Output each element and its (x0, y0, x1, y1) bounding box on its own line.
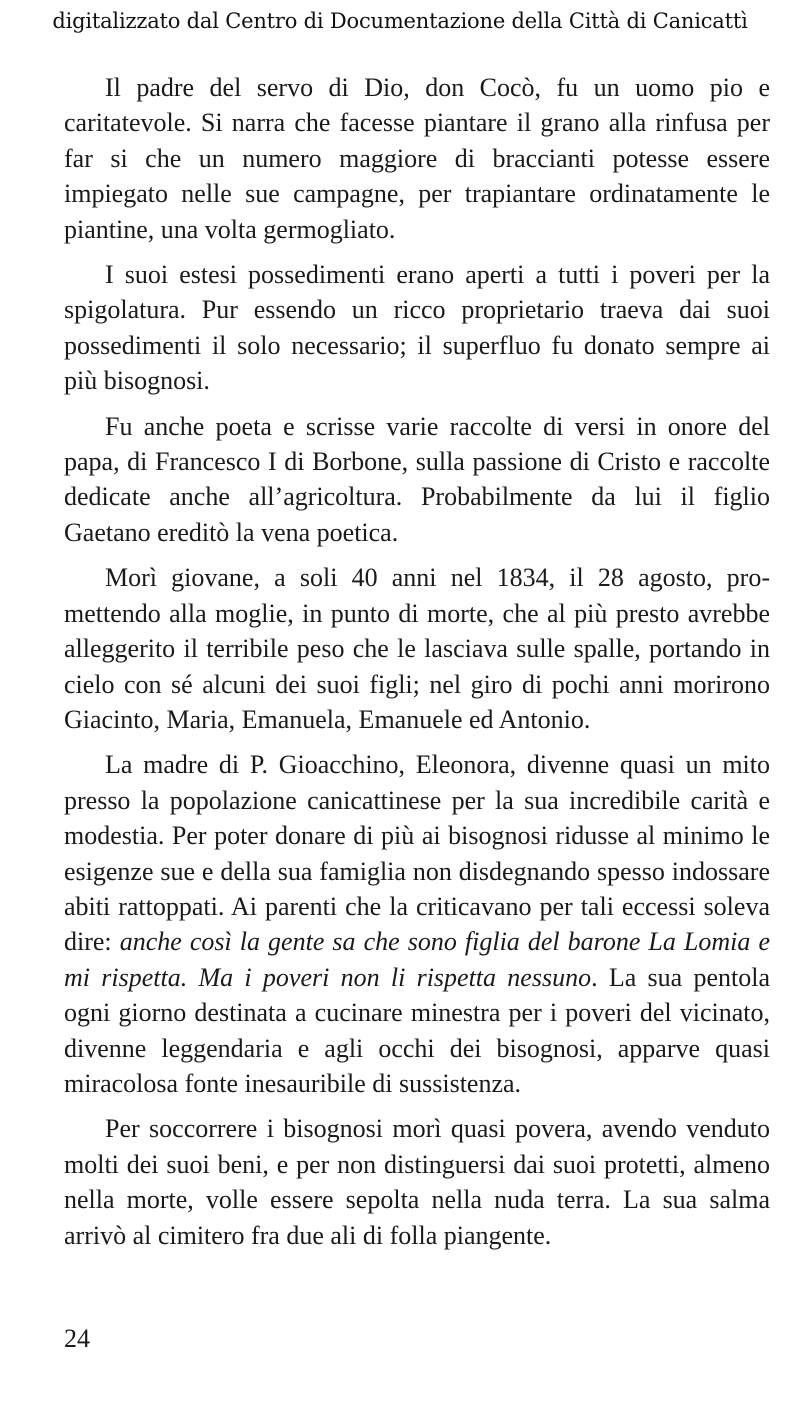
paragraph-1: Il padre del servo di Dio, don Cocò, fu un uomo pio e caritatevole. Si narra che facesse piantare il grano alla rinfusa per far si che un numero maggiore di braccianti potesse essere impiegato nelle sue campagne, per trapiantare ordinatamente le piantine, una volta germogliato. (64, 73, 770, 244)
paragraph-2: I suoi estesi possedimenti erano aperti a tutti i poveri per la spigolatura. Pur essendo un ricco proprietario traeva dai suoi possedimenti il solo necessario; il superfluo fu donato sempre ai più bisognosi. (64, 260, 770, 396)
page-body (64, 70, 770, 1253)
paragraph-5-text-after: . La sua pentola ogni giorno destinata a cucinare minestra per i poveri del vicinato, divenne leggendaria e agli occhi dei bisognosi, apparve quasi miracolosa fonte inesauribile di sussistenza. (64, 962, 771, 1098)
paragraph-3: Fu anche poeta e scrisse varie raccolte di versi in onore del papa, di Francesco I di Borbone, sulla passione di Cristo e raccolte dedicate anche all’agricoltura. Probabilmente da lui il figlio Gaetano ereditò la vena poetica. (64, 411, 770, 547)
paragraph-5 (64, 747, 770, 1101)
paragraph-5-italic-quote: anche così la gente sa che sono figlia del barone La Lomia e mi rispetta. Ma i poveri non li rispetta nessuno (64, 927, 770, 992)
watermark-header: digitalizzato dal Centro di Documentazione della Città di Canicattì (52, 9, 748, 33)
paragraph-4: Morì giovane, a soli 40 anni nel 1834, il 28 agosto, promettendo alla moglie, in punto di morte, che al più presto avrebbe alleggerito il terribile peso che le lasciava sulle spalle, portando in cielo con sé alcuni dei suoi figli; nel giro di pochi anni morirono Giacinto, Maria, Emanuela, Emanuele ed Antonio. (64, 563, 770, 734)
paragraph-6: Per soccorrere i bisognosi morì quasi povera, avendo venduto molti dei suoi beni, e per non distinguersi dai suoi protetti, almeno nella morte, volle essere sepolta nella nuda terra. La sua salma arrivò al cimitero fra due ali di folla piangente. (64, 1114, 770, 1250)
page-number: 24 (64, 1324, 90, 1353)
paragraph-5-text-before: La madre di P. Gioacchino, Eleonora, divenne quasi un mito presso la popolazione canicattinese per la sua incredibile carità e modestia. Per poter donare di più ai bisognosi ridusse al minimo le esigenze sue e della sua famiglia non disdegnando spesso indossare abiti rattoppati. Ai parenti che la criticavano per tali eccessi soleva dire: (64, 750, 770, 957)
